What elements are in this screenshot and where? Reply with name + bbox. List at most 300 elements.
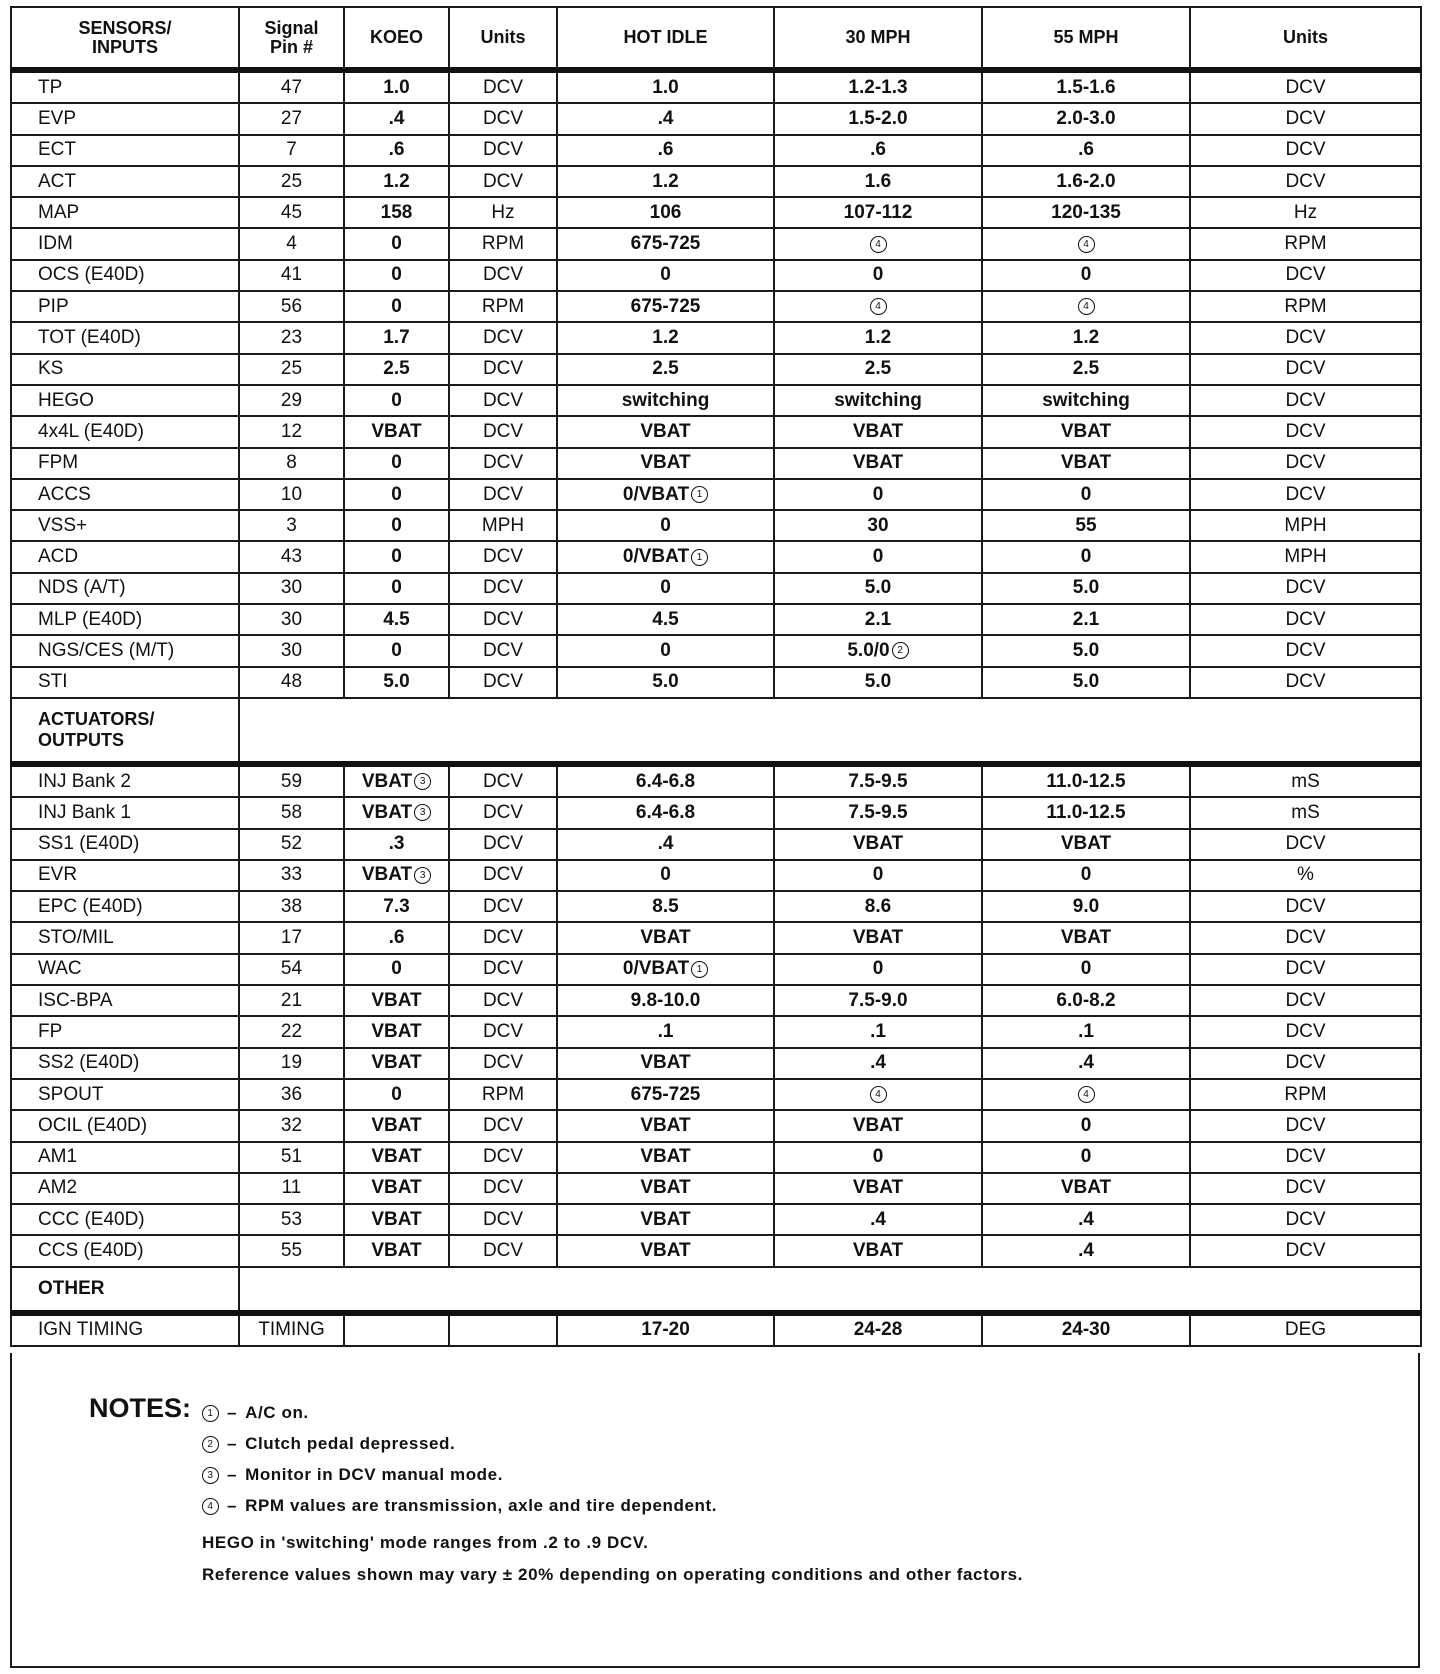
cell-mph30: VBAT bbox=[774, 1235, 982, 1266]
table-row bbox=[11, 1173, 1421, 1204]
cell-pin: 30 bbox=[239, 573, 344, 604]
circled-note-ref: 1 bbox=[691, 549, 708, 566]
table-row bbox=[11, 260, 1421, 291]
cell-mph30: 7.5-9.5 bbox=[774, 764, 982, 797]
cell-units: DCV bbox=[449, 829, 557, 860]
cell-pin: 43 bbox=[239, 541, 344, 572]
cell-name: SS2 (E40D) bbox=[11, 1048, 239, 1079]
table-row bbox=[11, 667, 1421, 698]
note-number-icon: 1 bbox=[202, 1405, 219, 1422]
cell-hot-idle: 1.2 bbox=[557, 166, 774, 197]
cell-units: Hz bbox=[449, 197, 557, 228]
cell-mph55: .4 bbox=[982, 1204, 1190, 1235]
cell-units2: DCV bbox=[1190, 922, 1421, 953]
notes-panel bbox=[10, 1353, 1420, 1668]
cell-mph55: 0 bbox=[982, 860, 1190, 891]
cell-mph55: 1.6-2.0 bbox=[982, 166, 1190, 197]
header-30-mph: 30 MPH bbox=[774, 7, 982, 70]
cell-pin: 30 bbox=[239, 635, 344, 666]
note-text: RPM values are transmission, axle and tire dependent. bbox=[245, 1496, 718, 1515]
cell-mph55: 0 bbox=[982, 541, 1190, 572]
cell-name: ACT bbox=[11, 166, 239, 197]
table-row bbox=[11, 1204, 1421, 1235]
header-koeo: KOEO bbox=[344, 7, 449, 70]
cell-koeo: 0 bbox=[344, 385, 449, 416]
cell-pin: 22 bbox=[239, 1016, 344, 1047]
cell-hot-idle: 675-725 bbox=[557, 1079, 774, 1110]
cell-mph55: 0 bbox=[982, 260, 1190, 291]
cell-pin: 38 bbox=[239, 891, 344, 922]
cell-koeo: VBAT bbox=[344, 1173, 449, 1204]
table-row bbox=[11, 954, 1421, 985]
note-number-icon: 2 bbox=[202, 1436, 219, 1453]
cell-hot-idle: 106 bbox=[557, 197, 774, 228]
cell-mph30: 8.6 bbox=[774, 891, 982, 922]
cell-mph55: 24-30 bbox=[982, 1313, 1190, 1346]
cell-units: DCV bbox=[449, 1110, 557, 1141]
cell-units: DCV bbox=[449, 954, 557, 985]
cell-units2: DCV bbox=[1190, 166, 1421, 197]
cell-units: DCV bbox=[449, 354, 557, 385]
cell-hot-idle: 9.8-10.0 bbox=[557, 985, 774, 1016]
cell-units: DCV bbox=[449, 635, 557, 666]
cell-mph55: 0 bbox=[982, 954, 1190, 985]
table-row bbox=[11, 103, 1421, 134]
header-signal-pin: Signal Pin # bbox=[239, 7, 344, 70]
cell-koeo: 0 bbox=[344, 573, 449, 604]
cell-mph30: 0 bbox=[774, 1142, 982, 1173]
cell-pin: 52 bbox=[239, 829, 344, 860]
cell-hot-idle: 0 bbox=[557, 635, 774, 666]
cell-koeo: 7.3 bbox=[344, 891, 449, 922]
cell-hot-idle: VBAT bbox=[557, 416, 774, 447]
cell-koeo: 0 bbox=[344, 228, 449, 259]
cell-name: AM1 bbox=[11, 1142, 239, 1173]
table-row bbox=[11, 510, 1421, 541]
cell-name: TOT (E40D) bbox=[11, 322, 239, 353]
cell-name: CCC (E40D) bbox=[11, 1204, 239, 1235]
cell-name: INJ Bank 2 bbox=[11, 764, 239, 797]
other-label: OTHER bbox=[11, 1267, 239, 1313]
cell-mph55 bbox=[982, 291, 1190, 322]
cell-name: AM2 bbox=[11, 1173, 239, 1204]
cell-units: DCV bbox=[449, 604, 557, 635]
cell-mph55: 11.0-12.5 bbox=[982, 797, 1190, 828]
note-dash: – bbox=[227, 1403, 238, 1422]
note-item bbox=[202, 1434, 455, 1454]
cell-units2: DCV bbox=[1190, 1142, 1421, 1173]
cell-units: DCV bbox=[449, 322, 557, 353]
cell-name: NGS/CES (M/T) bbox=[11, 635, 239, 666]
cell-koeo: 1.2 bbox=[344, 166, 449, 197]
table-row bbox=[11, 416, 1421, 447]
cell-mph55: 2.1 bbox=[982, 604, 1190, 635]
actuators-outputs-label: ACTUATORS/ OUTPUTS bbox=[11, 698, 239, 764]
cell-hot-idle: switching bbox=[557, 385, 774, 416]
table-row bbox=[11, 604, 1421, 635]
cell-name: INJ Bank 1 bbox=[11, 797, 239, 828]
cell-koeo: VBAT bbox=[344, 1016, 449, 1047]
cell-koeo: .6 bbox=[344, 135, 449, 166]
cell-hot-idle: 17-20 bbox=[557, 1313, 774, 1346]
cell-units2: DCV bbox=[1190, 829, 1421, 860]
cell-units2: RPM bbox=[1190, 1079, 1421, 1110]
cell-pin: 53 bbox=[239, 1204, 344, 1235]
notes-title: NOTES: bbox=[89, 1393, 192, 1423]
cell-units: DCV bbox=[449, 448, 557, 479]
cell-units: DCV bbox=[449, 1142, 557, 1173]
cell-hot-idle: 1.0 bbox=[557, 70, 774, 103]
cell-name: WAC bbox=[11, 954, 239, 985]
cell-mph55: 120-135 bbox=[982, 197, 1190, 228]
cell-hot-idle: 0 bbox=[557, 860, 774, 891]
section-row-actuators bbox=[11, 698, 1421, 764]
actuators-section bbox=[11, 764, 1421, 1267]
table-row bbox=[11, 635, 1421, 666]
cell-mph55: 0 bbox=[982, 1142, 1190, 1173]
table-row bbox=[11, 797, 1421, 828]
table-row bbox=[11, 1142, 1421, 1173]
cell-mph30: 7.5-9.5 bbox=[774, 797, 982, 828]
header-row bbox=[11, 7, 1421, 70]
cell-name: FP bbox=[11, 1016, 239, 1047]
cell-hot-idle: 4.5 bbox=[557, 604, 774, 635]
cell-units: DCV bbox=[449, 860, 557, 891]
cell-units2: DCV bbox=[1190, 954, 1421, 985]
cell-units: DCV bbox=[449, 985, 557, 1016]
cell-mph30 bbox=[774, 291, 982, 322]
cell-units2: mS bbox=[1190, 764, 1421, 797]
cell-mph30: 24-28 bbox=[774, 1313, 982, 1346]
cell-mph30: VBAT bbox=[774, 922, 982, 953]
cell-name: CCS (E40D) bbox=[11, 1235, 239, 1266]
cell-name: STO/MIL bbox=[11, 922, 239, 953]
cell-units2: DCV bbox=[1190, 1110, 1421, 1141]
cell-koeo: 0 bbox=[344, 635, 449, 666]
cell-hot-idle: .6 bbox=[557, 135, 774, 166]
cell-mph30: 5.0 bbox=[774, 573, 982, 604]
cell-name: ACD bbox=[11, 541, 239, 572]
cell-units: DCV bbox=[449, 260, 557, 291]
cell-pin: 17 bbox=[239, 922, 344, 953]
cell-units2: MPH bbox=[1190, 541, 1421, 572]
circled-note-ref: 3 bbox=[414, 867, 431, 884]
cell-hot-idle: 0/VBAT 1 bbox=[557, 541, 774, 572]
cell-hot-idle: 6.4-6.8 bbox=[557, 797, 774, 828]
cell-pin: TIMING bbox=[239, 1313, 344, 1346]
circled-note-ref: 4 bbox=[870, 1086, 887, 1103]
cell-pin: 56 bbox=[239, 291, 344, 322]
cell-mph30: 0 bbox=[774, 260, 982, 291]
cell-units2: DCV bbox=[1190, 667, 1421, 698]
cell-koeo: VBAT 3 bbox=[344, 797, 449, 828]
cell-name: EVR bbox=[11, 860, 239, 891]
cell-pin: 4 bbox=[239, 228, 344, 259]
cell-mph30: .6 bbox=[774, 135, 982, 166]
cell-koeo: VBAT bbox=[344, 1110, 449, 1141]
cell-mph30: 1.2 bbox=[774, 322, 982, 353]
cell-name: TP bbox=[11, 70, 239, 103]
cell-mph30 bbox=[774, 228, 982, 259]
cell-koeo: VBAT 3 bbox=[344, 764, 449, 797]
cell-koeo: VBAT bbox=[344, 1142, 449, 1173]
cell-units2: DCV bbox=[1190, 1048, 1421, 1079]
table-row bbox=[11, 448, 1421, 479]
cell-koeo: 4.5 bbox=[344, 604, 449, 635]
cell-units2: DCV bbox=[1190, 891, 1421, 922]
reference-values-table bbox=[10, 6, 1422, 1347]
table-row bbox=[11, 322, 1421, 353]
cell-mph30: 2.5 bbox=[774, 354, 982, 385]
cell-units: DCV bbox=[449, 1173, 557, 1204]
note-item bbox=[202, 1403, 309, 1423]
cell-mph30: VBAT bbox=[774, 1110, 982, 1141]
table-row bbox=[11, 291, 1421, 322]
table-row bbox=[11, 166, 1421, 197]
cell-hot-idle: 1.2 bbox=[557, 322, 774, 353]
note-hego: HEGO in 'switching' mode ranges from .2 to .9 DCV. bbox=[202, 1533, 649, 1552]
cell-units2: DCV bbox=[1190, 573, 1421, 604]
cell-mph30: VBAT bbox=[774, 448, 982, 479]
cell-koeo: .6 bbox=[344, 922, 449, 953]
cell-hot-idle: VBAT bbox=[557, 1110, 774, 1141]
cell-koeo: VBAT bbox=[344, 985, 449, 1016]
cell-units2: DCV bbox=[1190, 103, 1421, 134]
cell-mph55: VBAT bbox=[982, 416, 1190, 447]
note-item bbox=[202, 1496, 717, 1516]
cell-units2: DCV bbox=[1190, 70, 1421, 103]
circled-note-ref: 4 bbox=[870, 236, 887, 253]
cell-pin: 36 bbox=[239, 1079, 344, 1110]
table-row bbox=[11, 764, 1421, 797]
cell-mph55: 11.0-12.5 bbox=[982, 764, 1190, 797]
cell-hot-idle: 0 bbox=[557, 260, 774, 291]
cell-units2: DCV bbox=[1190, 135, 1421, 166]
cell-hot-idle: 8.5 bbox=[557, 891, 774, 922]
cell-koeo: 0 bbox=[344, 291, 449, 322]
cell-mph30: 1.2-1.3 bbox=[774, 70, 982, 103]
cell-name: NDS (A/T) bbox=[11, 573, 239, 604]
cell-mph55: 5.0 bbox=[982, 573, 1190, 604]
cell-koeo: VBAT bbox=[344, 1235, 449, 1266]
cell-units2: DCV bbox=[1190, 1204, 1421, 1235]
circled-note-ref: 3 bbox=[414, 804, 431, 821]
cell-pin: 21 bbox=[239, 985, 344, 1016]
cell-mph30: 7.5-9.0 bbox=[774, 985, 982, 1016]
cell-units2: mS bbox=[1190, 797, 1421, 828]
cell-units: DCV bbox=[449, 764, 557, 797]
circled-note-ref: 4 bbox=[1078, 236, 1095, 253]
cell-mph30: .4 bbox=[774, 1048, 982, 1079]
cell-name: SPOUT bbox=[11, 1079, 239, 1110]
cell-pin: 25 bbox=[239, 354, 344, 385]
cell-mph30: 0 bbox=[774, 541, 982, 572]
cell-units2: DCV bbox=[1190, 448, 1421, 479]
cell-pin: 3 bbox=[239, 510, 344, 541]
cell-hot-idle: VBAT bbox=[557, 1235, 774, 1266]
cell-hot-idle: 6.4-6.8 bbox=[557, 764, 774, 797]
table-row bbox=[11, 922, 1421, 953]
cell-hot-idle: 5.0 bbox=[557, 667, 774, 698]
cell-koeo: 2.5 bbox=[344, 354, 449, 385]
cell-pin: 25 bbox=[239, 166, 344, 197]
header-units-2: Units bbox=[1190, 7, 1421, 70]
cell-pin: 11 bbox=[239, 1173, 344, 1204]
cell-units: DCV bbox=[449, 891, 557, 922]
section-blank bbox=[239, 1267, 1421, 1313]
cell-hot-idle: VBAT bbox=[557, 1204, 774, 1235]
actuators-section-header bbox=[11, 698, 1421, 764]
cell-units2: DCV bbox=[1190, 354, 1421, 385]
cell-mph30: .4 bbox=[774, 1204, 982, 1235]
table-row bbox=[11, 385, 1421, 416]
cell-name: 4x4L (E40D) bbox=[11, 416, 239, 447]
cell-mph30: 30 bbox=[774, 510, 982, 541]
cell-hot-idle: 0 bbox=[557, 510, 774, 541]
cell-units: DCV bbox=[449, 1235, 557, 1266]
cell-units2: DCV bbox=[1190, 479, 1421, 510]
cell-hot-idle: VBAT bbox=[557, 1173, 774, 1204]
cell-mph30: VBAT bbox=[774, 1173, 982, 1204]
cell-units: DCV bbox=[449, 797, 557, 828]
table-row bbox=[11, 1016, 1421, 1047]
note-dash: – bbox=[227, 1465, 238, 1484]
cell-koeo: 0 bbox=[344, 260, 449, 291]
cell-pin: 10 bbox=[239, 479, 344, 510]
table-row bbox=[11, 573, 1421, 604]
cell-mph30 bbox=[774, 1079, 982, 1110]
cell-units2: DCV bbox=[1190, 260, 1421, 291]
cell-units2: DCV bbox=[1190, 322, 1421, 353]
cell-mph30: 1.5-2.0 bbox=[774, 103, 982, 134]
cell-mph55: VBAT bbox=[982, 1173, 1190, 1204]
cell-units2: DCV bbox=[1190, 1235, 1421, 1266]
cell-hot-idle: 2.5 bbox=[557, 354, 774, 385]
cell-mph55: .6 bbox=[982, 135, 1190, 166]
header-55-mph: 55 MPH bbox=[982, 7, 1190, 70]
cell-units: DCV bbox=[449, 922, 557, 953]
cell-mph55: .1 bbox=[982, 1016, 1190, 1047]
cell-mph30: 0 bbox=[774, 479, 982, 510]
cell-units: RPM bbox=[449, 1079, 557, 1110]
cell-koeo bbox=[344, 1313, 449, 1346]
cell-pin: 59 bbox=[239, 764, 344, 797]
cell-koeo: 158 bbox=[344, 197, 449, 228]
cell-mph55: 55 bbox=[982, 510, 1190, 541]
sensors-section bbox=[11, 70, 1421, 698]
cell-units2: DCV bbox=[1190, 1173, 1421, 1204]
cell-units2: DCV bbox=[1190, 385, 1421, 416]
cell-mph55: 5.0 bbox=[982, 667, 1190, 698]
header-hot-idle: HOT IDLE bbox=[557, 7, 774, 70]
cell-pin: 29 bbox=[239, 385, 344, 416]
cell-mph55: switching bbox=[982, 385, 1190, 416]
cell-mph30: 2.1 bbox=[774, 604, 982, 635]
cell-units: DCV bbox=[449, 667, 557, 698]
section-row-other bbox=[11, 1267, 1421, 1313]
cell-koeo: 5.0 bbox=[344, 667, 449, 698]
cell-hot-idle: 675-725 bbox=[557, 228, 774, 259]
cell-hot-idle: .4 bbox=[557, 103, 774, 134]
cell-mph55: 5.0 bbox=[982, 635, 1190, 666]
table-row bbox=[11, 1110, 1421, 1141]
cell-hot-idle: VBAT bbox=[557, 1048, 774, 1079]
cell-units: DCV bbox=[449, 385, 557, 416]
cell-mph55: 6.0-8.2 bbox=[982, 985, 1190, 1016]
cell-name: OCIL (E40D) bbox=[11, 1110, 239, 1141]
cell-pin: 32 bbox=[239, 1110, 344, 1141]
cell-hot-idle: VBAT bbox=[557, 1142, 774, 1173]
cell-koeo: 0 bbox=[344, 1079, 449, 1110]
table-row bbox=[11, 70, 1421, 103]
cell-units bbox=[449, 1313, 557, 1346]
cell-units: DCV bbox=[449, 573, 557, 604]
cell-units2: DEG bbox=[1190, 1313, 1421, 1346]
table-row bbox=[11, 1048, 1421, 1079]
cell-name: PIP bbox=[11, 291, 239, 322]
cell-mph30: 107-112 bbox=[774, 197, 982, 228]
table-row bbox=[11, 1235, 1421, 1266]
cell-hot-idle: 0 bbox=[557, 573, 774, 604]
cell-koeo: 0 bbox=[344, 541, 449, 572]
cell-name: ECT bbox=[11, 135, 239, 166]
cell-name: EVP bbox=[11, 103, 239, 134]
cell-name: EPC (E40D) bbox=[11, 891, 239, 922]
cell-mph55: VBAT bbox=[982, 829, 1190, 860]
cell-pin: 30 bbox=[239, 604, 344, 635]
note-number-icon: 3 bbox=[202, 1467, 219, 1484]
cell-name: VSS+ bbox=[11, 510, 239, 541]
cell-units2: DCV bbox=[1190, 1016, 1421, 1047]
reference-values-sheet bbox=[10, 6, 1420, 1668]
cell-mph55: 1.2 bbox=[982, 322, 1190, 353]
cell-units: DCV bbox=[449, 416, 557, 447]
table-row bbox=[11, 354, 1421, 385]
cell-name: SS1 (E40D) bbox=[11, 829, 239, 860]
cell-hot-idle: 0/VBAT 1 bbox=[557, 479, 774, 510]
cell-name: IDM bbox=[11, 228, 239, 259]
cell-pin: 33 bbox=[239, 860, 344, 891]
cell-name: OCS (E40D) bbox=[11, 260, 239, 291]
cell-name: ACCS bbox=[11, 479, 239, 510]
table-row bbox=[11, 479, 1421, 510]
section-blank bbox=[239, 698, 1421, 764]
cell-koeo: VBAT bbox=[344, 416, 449, 447]
cell-koeo: .4 bbox=[344, 103, 449, 134]
cell-mph55: 2.0-3.0 bbox=[982, 103, 1190, 134]
cell-koeo: 0 bbox=[344, 954, 449, 985]
cell-units: DCV bbox=[449, 479, 557, 510]
cell-units2: DCV bbox=[1190, 416, 1421, 447]
cell-pin: 8 bbox=[239, 448, 344, 479]
circled-note-ref: 4 bbox=[1078, 1086, 1095, 1103]
cell-mph55: .4 bbox=[982, 1048, 1190, 1079]
cell-mph30: .1 bbox=[774, 1016, 982, 1047]
cell-koeo: 1.0 bbox=[344, 70, 449, 103]
cell-hot-idle: VBAT bbox=[557, 922, 774, 953]
table-row bbox=[11, 891, 1421, 922]
cell-name: IGN TIMING bbox=[11, 1313, 239, 1346]
other-section-header bbox=[11, 1267, 1421, 1313]
cell-mph55: VBAT bbox=[982, 922, 1190, 953]
cell-mph30: VBAT bbox=[774, 829, 982, 860]
cell-pin: 51 bbox=[239, 1142, 344, 1173]
cell-koeo: 1.7 bbox=[344, 322, 449, 353]
cell-units: DCV bbox=[449, 1204, 557, 1235]
header-units: Units bbox=[449, 7, 557, 70]
cell-pin: 19 bbox=[239, 1048, 344, 1079]
cell-koeo: VBAT bbox=[344, 1204, 449, 1235]
